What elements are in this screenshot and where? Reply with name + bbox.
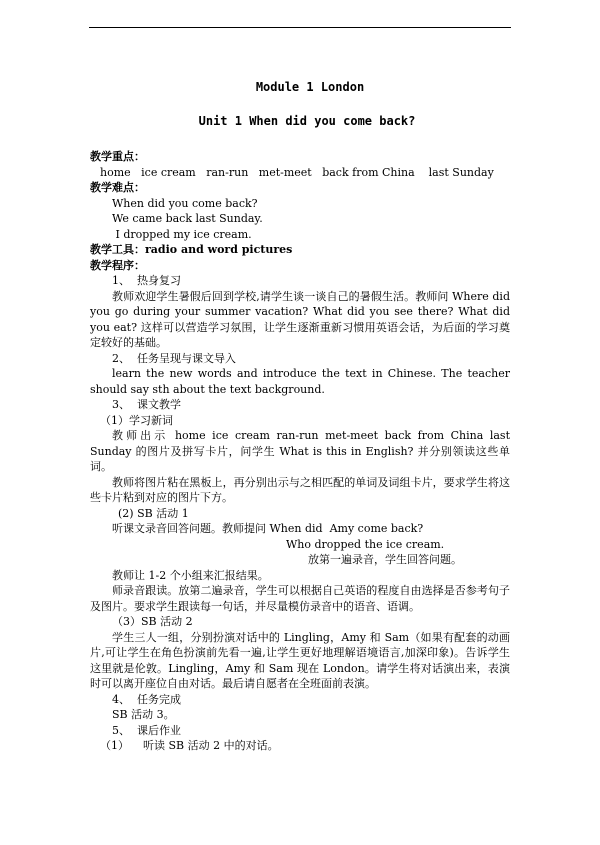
step4-heading: 4、 任务完成: [112, 692, 181, 706]
step3-sub2-p2: 师录音跟读。放第二遍录音，学生可以根据自己英语的程度自由选择是否参考句子及图片。要求学生跟读每一句话，并尽量模仿录音中的语音、语调。: [90, 584, 510, 613]
step3-sub1-p2: 教师将图片粘在黑板上，再分别出示与之相匹配的单词及词组卡片，要求学生将这些卡片粘到对应的图片下方。: [90, 475, 510, 504]
focus-vocab: home ice cream ran-run met-meet back from China last Sunday: [100, 165, 494, 179]
step3-sub2: (2) SB 活动 1: [118, 506, 189, 520]
difficulty-line: I dropped my ice cream.: [112, 227, 252, 241]
step3-sub1: （1）学习新词: [100, 413, 173, 427]
step2-text: learn the new words and introduce the text in Chinese. The teacher should say sth about the text background.: [90, 367, 510, 396]
step3-sub3-p1: 学生三人一组，分别扮演对话中的 Lingling，Amy 和 Sam（如果有配套的动画片,可让学生在角色扮演前先看一遍,让学生更好地理解语境语言,加深印象)。告诉学生这里就是伦敦。Lingling，Amy 和 Sam 现在 London。请学生将对话演出来，表演时可以离开座位自由对话。最后请自愿者在全班面前表演。: [90, 630, 510, 690]
step1-text: 教师欢迎学生暑假后回到学校,请学生谈一谈自己的暑假生活。教师问 Where did you go during your summer vacation? What did you see there? What did you eat? 这样可以营造学习氛围，让学生逐渐重新习惯用英语会话，为后面的学习奠定较好的基础。: [90, 289, 510, 349]
tools-label: 教学工具：radio and word pictures: [90, 243, 293, 256]
step4-text: SB 活动 3。: [112, 708, 175, 721]
step3-sub2-q3: 放第一遍录音，学生回答问题。: [308, 553, 462, 566]
step3-sub2-q1: 听课文录音回答问题。教师提问 When did Amy come back?: [112, 522, 424, 535]
step3-sub1-p1: 教师出示 home ice cream ran-run met-meet back from China last Sunday 的图片及拼写卡片，问学生 What is this in English? 并分别领读这些单词。: [90, 429, 510, 473]
difficulty-line: We came back last Sunday.: [112, 212, 263, 225]
step5-heading: 5、 课后作业: [112, 723, 181, 737]
header-rule: [89, 27, 511, 28]
difficulty-label: 教学难点：: [90, 181, 145, 194]
step2-heading: 2、 任务呈现与课文导入: [112, 351, 236, 365]
step3-sub2-p1: 教师让 1-2 个小组来汇报结果。: [112, 568, 269, 582]
step3-sub3: （3）SB 活动 2: [112, 615, 193, 628]
step5-item1: （1） 听读 SB 活动 2 中的对话。: [100, 739, 279, 752]
unit-title: Unit 1 When did you come back?: [198, 113, 416, 128]
document-page: [90, 80, 510, 754]
step3-sub2-q2: Who dropped the ice cream.: [286, 537, 445, 551]
step1-heading: 1、 热身复习: [112, 274, 181, 287]
module-title: Module 1 London: [255, 80, 365, 94]
document-body: [90, 149, 510, 754]
step3-heading: 3、 课文教学: [112, 398, 181, 411]
procedure-label: 教学程序：: [90, 258, 145, 272]
difficulty-line: When did you come back?: [112, 196, 258, 210]
focus-label: 教学重点：: [90, 150, 145, 163]
